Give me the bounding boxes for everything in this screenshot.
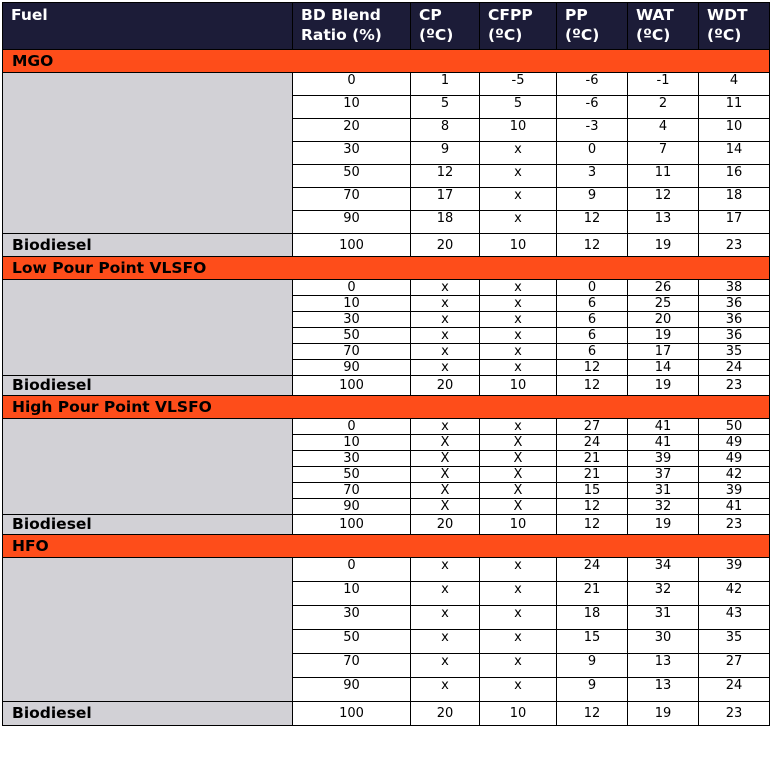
table-cell: 20: [411, 515, 480, 535]
table-cell: x: [480, 360, 557, 376]
table-cell: 90: [293, 678, 411, 702]
table-cell: 35: [699, 630, 770, 654]
table-cell: 11: [628, 165, 699, 188]
table-cell: 9: [557, 654, 628, 678]
table-cell: 30: [293, 142, 411, 165]
table-cell: 24: [699, 360, 770, 376]
table-cell: 41: [628, 419, 699, 435]
fuel-label-cell: [3, 280, 293, 376]
table-cell: 32: [628, 499, 699, 515]
table-cell: 34: [628, 558, 699, 582]
table-cell: x: [411, 296, 480, 312]
table-cell: 10: [293, 582, 411, 606]
table-cell: 100: [293, 376, 411, 396]
table-cell: x: [411, 280, 480, 296]
table-cell: X: [411, 483, 480, 499]
table-cell: x: [480, 142, 557, 165]
table-body: [3, 50, 770, 726]
table-cell: x: [480, 280, 557, 296]
table-cell: x: [480, 211, 557, 234]
table-cell: 26: [628, 280, 699, 296]
header-row: [3, 3, 770, 50]
table-cell: 10: [293, 96, 411, 119]
biodiesel-row: [3, 234, 770, 257]
table-cell: 30: [628, 630, 699, 654]
fuel-label-cell: [3, 558, 293, 702]
table-cell: 13: [628, 654, 699, 678]
section-title: HFO: [3, 535, 770, 558]
table-cell: x: [411, 558, 480, 582]
table-cell: 6: [557, 344, 628, 360]
table-row: [3, 280, 770, 296]
table-cell: -6: [557, 96, 628, 119]
fuel-label-cell: [3, 419, 293, 515]
table-cell: 13: [628, 211, 699, 234]
table-cell: x: [411, 419, 480, 435]
table-cell: X: [411, 451, 480, 467]
table-cell: x: [411, 360, 480, 376]
table-cell: 9: [411, 142, 480, 165]
section-header-row: [3, 50, 770, 73]
table-cell: X: [480, 499, 557, 515]
fuel-label-cell: [3, 73, 293, 234]
table-cell: 5: [411, 96, 480, 119]
table-cell: 6: [557, 312, 628, 328]
table-cell: 1: [411, 73, 480, 96]
table-cell: -5: [480, 73, 557, 96]
table-cell: 12: [557, 499, 628, 515]
table-cell: 23: [699, 515, 770, 535]
table-cell: 14: [699, 142, 770, 165]
table-cell: 11: [699, 96, 770, 119]
table-cell: 6: [557, 328, 628, 344]
table-cell: 36: [699, 328, 770, 344]
table-cell: 9: [557, 678, 628, 702]
table-cell: 18: [411, 211, 480, 234]
table-cell: X: [411, 467, 480, 483]
table-cell: 42: [699, 582, 770, 606]
table-cell: 19: [628, 328, 699, 344]
table-cell: -1: [628, 73, 699, 96]
table-cell: 30: [293, 312, 411, 328]
table-cell: 39: [699, 558, 770, 582]
table-cell: x: [411, 328, 480, 344]
header-fuel: Fuel: [3, 3, 293, 50]
table-cell: 5: [480, 96, 557, 119]
table-cell: 10: [699, 119, 770, 142]
table-cell: x: [480, 419, 557, 435]
table-cell: 21: [557, 451, 628, 467]
table-cell: 20: [411, 234, 480, 257]
table-cell: 10: [480, 119, 557, 142]
table-cell: 0: [293, 73, 411, 96]
table-cell: 0: [557, 280, 628, 296]
table-cell: 70: [293, 344, 411, 360]
table-cell: x: [480, 582, 557, 606]
table-cell: x: [411, 312, 480, 328]
table-cell: x: [480, 188, 557, 211]
biodiesel-label: Biodiesel: [3, 234, 293, 257]
table-cell: 27: [557, 419, 628, 435]
table-cell: 20: [411, 702, 480, 726]
table-cell: 12: [628, 188, 699, 211]
table-cell: 25: [628, 296, 699, 312]
table-cell: 50: [293, 467, 411, 483]
table-cell: 4: [628, 119, 699, 142]
table-cell: x: [411, 630, 480, 654]
table-cell: 12: [557, 515, 628, 535]
table-cell: 19: [628, 702, 699, 726]
table-cell: 12: [557, 234, 628, 257]
header-wat: WAT (ºC): [628, 3, 699, 50]
table-cell: 0: [557, 142, 628, 165]
table-cell: 2: [628, 96, 699, 119]
table-cell: 12: [557, 376, 628, 396]
table-cell: 7: [628, 142, 699, 165]
table-cell: 18: [699, 188, 770, 211]
table-cell: x: [411, 582, 480, 606]
table-cell: 3: [557, 165, 628, 188]
table-cell: 12: [557, 211, 628, 234]
biodiesel-row: [3, 702, 770, 726]
table-cell: 36: [699, 312, 770, 328]
table-cell: X: [480, 451, 557, 467]
table-cell: 90: [293, 499, 411, 515]
table-cell: 20: [411, 376, 480, 396]
table-cell: 90: [293, 211, 411, 234]
table-cell: 9: [557, 188, 628, 211]
table-cell: 38: [699, 280, 770, 296]
table-cell: 70: [293, 483, 411, 499]
table-cell: x: [480, 312, 557, 328]
table-cell: 39: [699, 483, 770, 499]
table-cell: -6: [557, 73, 628, 96]
table-cell: 41: [699, 499, 770, 515]
table-cell: 30: [293, 606, 411, 630]
table-cell: 14: [628, 360, 699, 376]
table-cell: X: [411, 435, 480, 451]
biodiesel-label: Biodiesel: [3, 702, 293, 726]
table-cell: 100: [293, 234, 411, 257]
section-header-row: [3, 396, 770, 419]
table-cell: x: [480, 328, 557, 344]
table-cell: x: [480, 654, 557, 678]
table-cell: 10: [480, 515, 557, 535]
table-cell: 24: [699, 678, 770, 702]
table-cell: 49: [699, 451, 770, 467]
table-cell: 30: [293, 451, 411, 467]
biodiesel-row: [3, 376, 770, 396]
table-cell: 50: [293, 630, 411, 654]
table-cell: x: [480, 678, 557, 702]
table-cell: 23: [699, 376, 770, 396]
section-title: MGO: [3, 50, 770, 73]
table-cell: 100: [293, 515, 411, 535]
table-cell: x: [411, 678, 480, 702]
biodiesel-row: [3, 515, 770, 535]
table-cell: 19: [628, 515, 699, 535]
table-cell: 50: [293, 165, 411, 188]
table-cell: 15: [557, 483, 628, 499]
table-cell: 18: [557, 606, 628, 630]
table-cell: x: [411, 606, 480, 630]
table-cell: 35: [699, 344, 770, 360]
table-row: [3, 558, 770, 582]
table-cell: 50: [699, 419, 770, 435]
table-cell: X: [411, 499, 480, 515]
table-cell: 24: [557, 558, 628, 582]
header-bd-blend-ratio: BD Blend Ratio (%): [293, 3, 411, 50]
table-cell: 43: [699, 606, 770, 630]
table-cell: 15: [557, 630, 628, 654]
table-cell: 70: [293, 654, 411, 678]
table-cell: x: [480, 630, 557, 654]
table-cell: X: [480, 467, 557, 483]
table-cell: 17: [411, 188, 480, 211]
table-row: [3, 419, 770, 435]
table-cell: 12: [557, 702, 628, 726]
table-cell: x: [411, 654, 480, 678]
section-header-row: [3, 257, 770, 280]
table-cell: 10: [293, 296, 411, 312]
table-cell: 70: [293, 188, 411, 211]
table-cell: 12: [411, 165, 480, 188]
table-cell: 0: [293, 280, 411, 296]
table-cell: 10: [480, 234, 557, 257]
table-cell: 36: [699, 296, 770, 312]
table-cell: 31: [628, 483, 699, 499]
table-cell: 23: [699, 234, 770, 257]
table-cell: 37: [628, 467, 699, 483]
table-cell: X: [480, 435, 557, 451]
table-cell: 49: [699, 435, 770, 451]
table-cell: x: [480, 606, 557, 630]
header-cfpp: CFPP (ºC): [480, 3, 557, 50]
table-cell: 13: [628, 678, 699, 702]
table-cell: 90: [293, 360, 411, 376]
section-header-row: [3, 535, 770, 558]
table-cell: 100: [293, 702, 411, 726]
table-cell: 41: [628, 435, 699, 451]
table-cell: 4: [699, 73, 770, 96]
table-cell: 19: [628, 234, 699, 257]
table-cell: 19: [628, 376, 699, 396]
section-title: High Pour Point VLSFO: [3, 396, 770, 419]
section-title: Low Pour Point VLSFO: [3, 257, 770, 280]
table-cell: 42: [699, 467, 770, 483]
table-cell: x: [480, 558, 557, 582]
table-cell: 50: [293, 328, 411, 344]
table-cell: 16: [699, 165, 770, 188]
table-cell: x: [411, 344, 480, 360]
header-wdt: WDT (ºC): [699, 3, 770, 50]
table-cell: x: [480, 165, 557, 188]
header-cp: CP (ºC): [411, 3, 480, 50]
table-cell: 0: [293, 419, 411, 435]
table-cell: 17: [699, 211, 770, 234]
fuel-properties-table: [2, 2, 770, 726]
table-cell: 39: [628, 451, 699, 467]
table-cell: 27: [699, 654, 770, 678]
table-cell: 0: [293, 558, 411, 582]
table-cell: 10: [293, 435, 411, 451]
table-cell: 24: [557, 435, 628, 451]
header-pp: PP (ºC): [557, 3, 628, 50]
table-cell: 12: [557, 360, 628, 376]
table-cell: 20: [628, 312, 699, 328]
table-cell: 10: [480, 702, 557, 726]
table-cell: 21: [557, 582, 628, 606]
table-row: [3, 73, 770, 96]
table-cell: 6: [557, 296, 628, 312]
table-cell: -3: [557, 119, 628, 142]
table-cell: 20: [293, 119, 411, 142]
table-cell: 8: [411, 119, 480, 142]
table-cell: 32: [628, 582, 699, 606]
table-cell: x: [480, 296, 557, 312]
table-cell: 31: [628, 606, 699, 630]
table-cell: 23: [699, 702, 770, 726]
table-cell: X: [480, 483, 557, 499]
table-cell: x: [480, 344, 557, 360]
table-cell: 10: [480, 376, 557, 396]
biodiesel-label: Biodiesel: [3, 376, 293, 396]
biodiesel-label: Biodiesel: [3, 515, 293, 535]
table-cell: 17: [628, 344, 699, 360]
table-cell: 21: [557, 467, 628, 483]
